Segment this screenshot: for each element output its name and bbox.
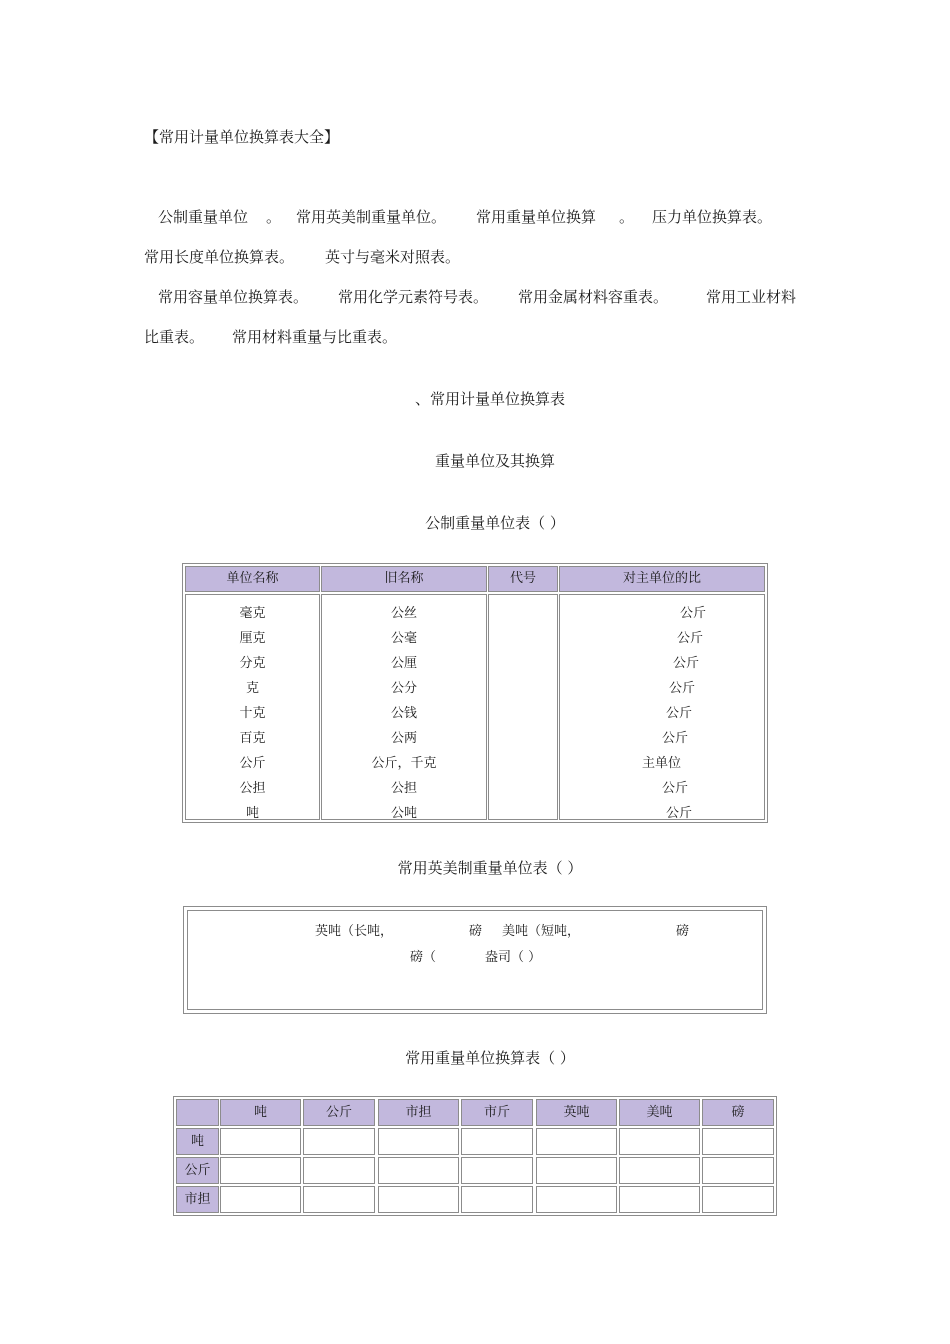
toc-link[interactable]: 英寸与毫米对照表。 bbox=[325, 248, 461, 266]
column-header: 旧名称 bbox=[321, 566, 487, 592]
column-unit-name bbox=[185, 566, 320, 820]
table-cell: 公斤 bbox=[680, 606, 707, 621]
section-title: 、常用计量单位换算表 bbox=[414, 390, 565, 408]
table-cell: 公斤 bbox=[666, 806, 693, 821]
table-cell: 盎司（ ） bbox=[485, 950, 542, 965]
table-cell: 公斤，千克 bbox=[371, 756, 437, 771]
toc-link[interactable]: 常用容量单位换算表。 bbox=[158, 288, 309, 306]
column-ratio bbox=[559, 566, 765, 820]
table-cell bbox=[378, 1157, 459, 1184]
toc-link[interactable]: 常用重量单位换算 bbox=[476, 208, 597, 226]
table-cell: 克 bbox=[245, 681, 259, 696]
column-header: 公斤 bbox=[303, 1099, 375, 1126]
table-cell: 公斤 bbox=[662, 781, 689, 796]
table-cell: 磅 bbox=[469, 924, 483, 939]
table-cell: 磅（ bbox=[410, 950, 437, 965]
table-cell bbox=[220, 1128, 301, 1155]
toc-link[interactable]: 常用长度单位换算表。 bbox=[144, 248, 295, 266]
table-cell: 主单位 bbox=[642, 756, 682, 771]
table-cell bbox=[536, 1128, 617, 1155]
column-header: 吨 bbox=[220, 1099, 301, 1126]
row-header: 市担 bbox=[176, 1186, 219, 1213]
toc-link[interactable]: 常用工业材料 bbox=[706, 288, 797, 306]
toc-link[interactable]: 常用化学元素符号表。 bbox=[338, 288, 489, 306]
column-header: 对主单位的比 bbox=[559, 566, 765, 592]
table-cell: 公钱 bbox=[390, 706, 417, 721]
toc-link[interactable]: 压力单位换算表。 bbox=[652, 208, 773, 226]
table-cell: 公斤 bbox=[669, 681, 696, 696]
table-cell: 分克 bbox=[239, 656, 266, 671]
table-cell: 十克 bbox=[239, 706, 266, 721]
toc-link[interactable]: 公制重量单位 bbox=[158, 208, 249, 226]
subsection-title: 重量单位及其换算 bbox=[434, 452, 555, 470]
toc-text: 。 bbox=[619, 208, 635, 226]
table-cell: 百克 bbox=[239, 731, 266, 746]
table-cell bbox=[702, 1186, 774, 1213]
toc-link[interactable]: 常用金属材料容重表。 bbox=[518, 288, 669, 306]
column-header: 市斤 bbox=[461, 1099, 533, 1126]
conversion-table-title: 常用重量单位换算表（ ） bbox=[405, 1049, 575, 1067]
table-cell bbox=[378, 1128, 459, 1155]
metric-weight-table bbox=[182, 563, 768, 823]
toc-link[interactable]: 比重表。 bbox=[144, 328, 205, 346]
column-header: 英吨 bbox=[536, 1099, 617, 1126]
table-cell: 公分 bbox=[390, 681, 417, 696]
table-cell bbox=[303, 1157, 375, 1184]
table-cell bbox=[702, 1128, 774, 1155]
table-cell: 吨 bbox=[245, 806, 259, 821]
table-cell: 公担 bbox=[390, 781, 417, 796]
column-header: 代号 bbox=[488, 566, 558, 592]
table-cell: 公斤 bbox=[239, 756, 266, 771]
corner-cell bbox=[176, 1099, 219, 1126]
table-cell bbox=[536, 1157, 617, 1184]
table-cell: 公斤 bbox=[677, 631, 704, 646]
table-cell bbox=[378, 1186, 459, 1213]
column-header: 市担 bbox=[378, 1099, 459, 1126]
table-cell: 公吨 bbox=[390, 806, 417, 821]
table-cell bbox=[220, 1186, 301, 1213]
table-cell: 英吨（长吨， bbox=[315, 924, 394, 939]
table-cell bbox=[619, 1157, 700, 1184]
table-cell bbox=[536, 1186, 617, 1213]
table-cell bbox=[220, 1157, 301, 1184]
row-header: 公斤 bbox=[176, 1157, 219, 1184]
conversion-table bbox=[173, 1096, 777, 1216]
metric-table-title: 公制重量单位表（ ） bbox=[425, 514, 565, 532]
table-cell: 公斤 bbox=[666, 706, 693, 721]
column-code bbox=[488, 566, 558, 820]
table-cell: 美吨（短吨， bbox=[502, 924, 581, 939]
table-cell bbox=[702, 1157, 774, 1184]
table-cell: 公丝 bbox=[390, 606, 417, 621]
table-cell bbox=[619, 1186, 700, 1213]
column-header: 磅 bbox=[702, 1099, 774, 1126]
table-cell: 公斤 bbox=[673, 656, 700, 671]
table-cell: 毫克 bbox=[239, 606, 266, 621]
table-cell: 厘克 bbox=[239, 631, 266, 646]
toc-link[interactable]: 常用英美制重量单位。 bbox=[296, 208, 447, 226]
column-old-name bbox=[321, 566, 487, 820]
document-title: 【常用计量单位换算表大全】 bbox=[144, 128, 340, 146]
table-cell bbox=[619, 1128, 700, 1155]
table-cell: 公毫 bbox=[390, 631, 417, 646]
row-header: 吨 bbox=[176, 1128, 219, 1155]
toc-link[interactable]: 常用材料重量与比重表。 bbox=[232, 328, 398, 346]
toc-text: 。 bbox=[266, 208, 282, 226]
english-weight-table bbox=[183, 906, 767, 1014]
table-cell: 公两 bbox=[390, 731, 417, 746]
table-cell bbox=[461, 1186, 533, 1213]
english-table-title: 常用英美制重量单位表（ ） bbox=[397, 859, 583, 877]
column-header: 单位名称 bbox=[185, 566, 320, 592]
table-cell bbox=[303, 1186, 375, 1213]
table-cell: 公斤 bbox=[662, 731, 689, 746]
table-cell: 磅 bbox=[676, 924, 690, 939]
table-cell: 公担 bbox=[239, 781, 266, 796]
table-cell: 公厘 bbox=[390, 656, 417, 671]
column-header: 美吨 bbox=[619, 1099, 700, 1126]
table-cell bbox=[461, 1128, 533, 1155]
table-cell bbox=[303, 1128, 375, 1155]
table-cell bbox=[461, 1157, 533, 1184]
